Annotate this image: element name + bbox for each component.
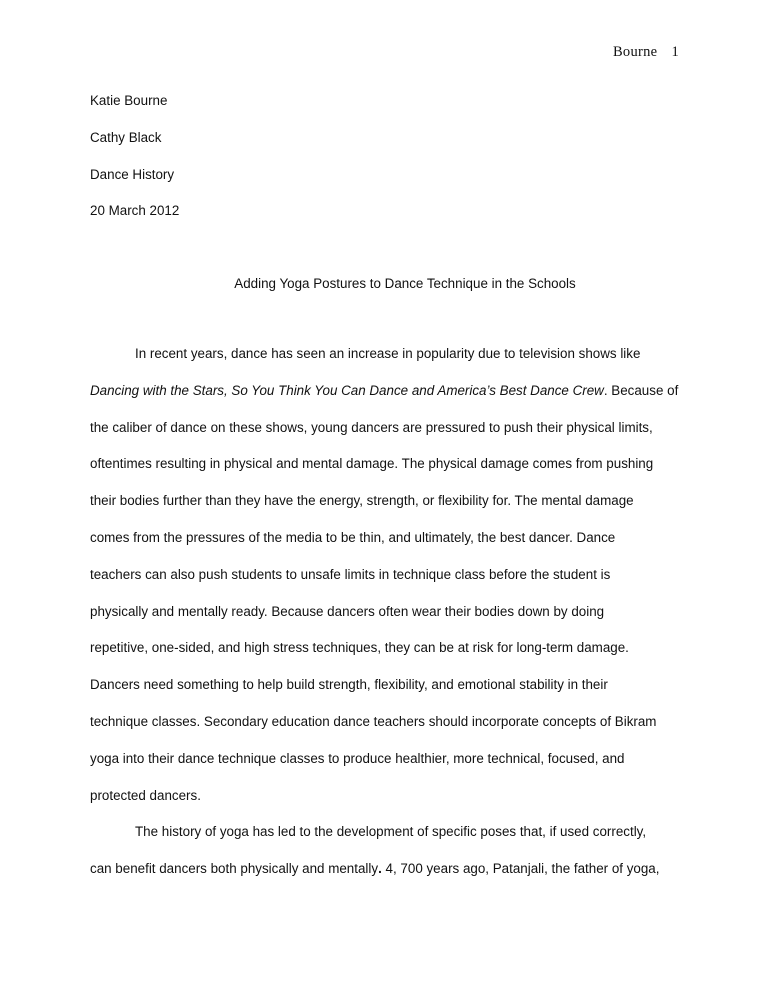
course-name: Dance History (90, 166, 175, 182)
author-name: Katie Bourne (90, 93, 168, 108)
paragraph-line: oftentimes resulting in physical and mental damage. The physical damage comes from pushing (90, 456, 654, 472)
paragraph-line: can benefit dancers both physically and mentally. 4, 700 years ago, Patanjali, the father of yoga, (90, 861, 660, 877)
paragraph-line: comes from the pressures of the media to be thin, and ultimately, the best dancer. Dance (90, 529, 616, 545)
paragraph-line: the caliber of dance on these shows, young dancers are pressured to push their physical limits, (90, 419, 653, 435)
essay-body (90, 345, 680, 897)
instructor-name: Cathy Black (90, 129, 162, 145)
essay-title: Adding Yoga Postures to Dance Technique in the Schools (234, 276, 576, 291)
paragraph-line: physically and mentally ready. Because dancers often wear their bodies down by doing (90, 603, 605, 619)
paragraph-line: yoga into their dance technique classes to produce healthier, more technical, focused, and (90, 750, 625, 766)
paragraph-line: The history of yoga has led to the development of specific poses that, if used correctly, (135, 824, 647, 840)
italic-titles: Dancing with the Stars, So You Think You Can Dance and America’s Best Dance Crew (90, 382, 604, 398)
paragraph-line: teachers can also push students to unsafe limits in technique class before the student is (90, 566, 611, 582)
paragraph-line: In recent years, dance has seen an increase in popularity due to television shows like (135, 346, 641, 361)
heading-block (90, 92, 179, 239)
date: 20 March 2012 (90, 203, 180, 219)
paragraph-line: repetitive, one-sided, and high stress techniques, they can be at risk for long-term damage. (90, 640, 629, 656)
page-number: 1 (671, 44, 679, 60)
paragraph-line: Dancers need something to help build strength, flexibility, and emotional stability in their (90, 677, 608, 693)
paragraph-line: Dancing with the Stars, So You Think You Can Dance and America’s Best Dance Crew. Because of (90, 382, 679, 398)
paragraph-line: their bodies further than they have the energy, strength, or flexibility for. The mental damage (90, 493, 634, 509)
paragraph-line: protected dancers. (90, 787, 201, 803)
running-header (613, 44, 679, 61)
header-name: Bourne (612, 44, 658, 60)
paragraph-line: technique classes. Secondary education dance teachers should incorporate concepts of Bikram (90, 713, 657, 729)
